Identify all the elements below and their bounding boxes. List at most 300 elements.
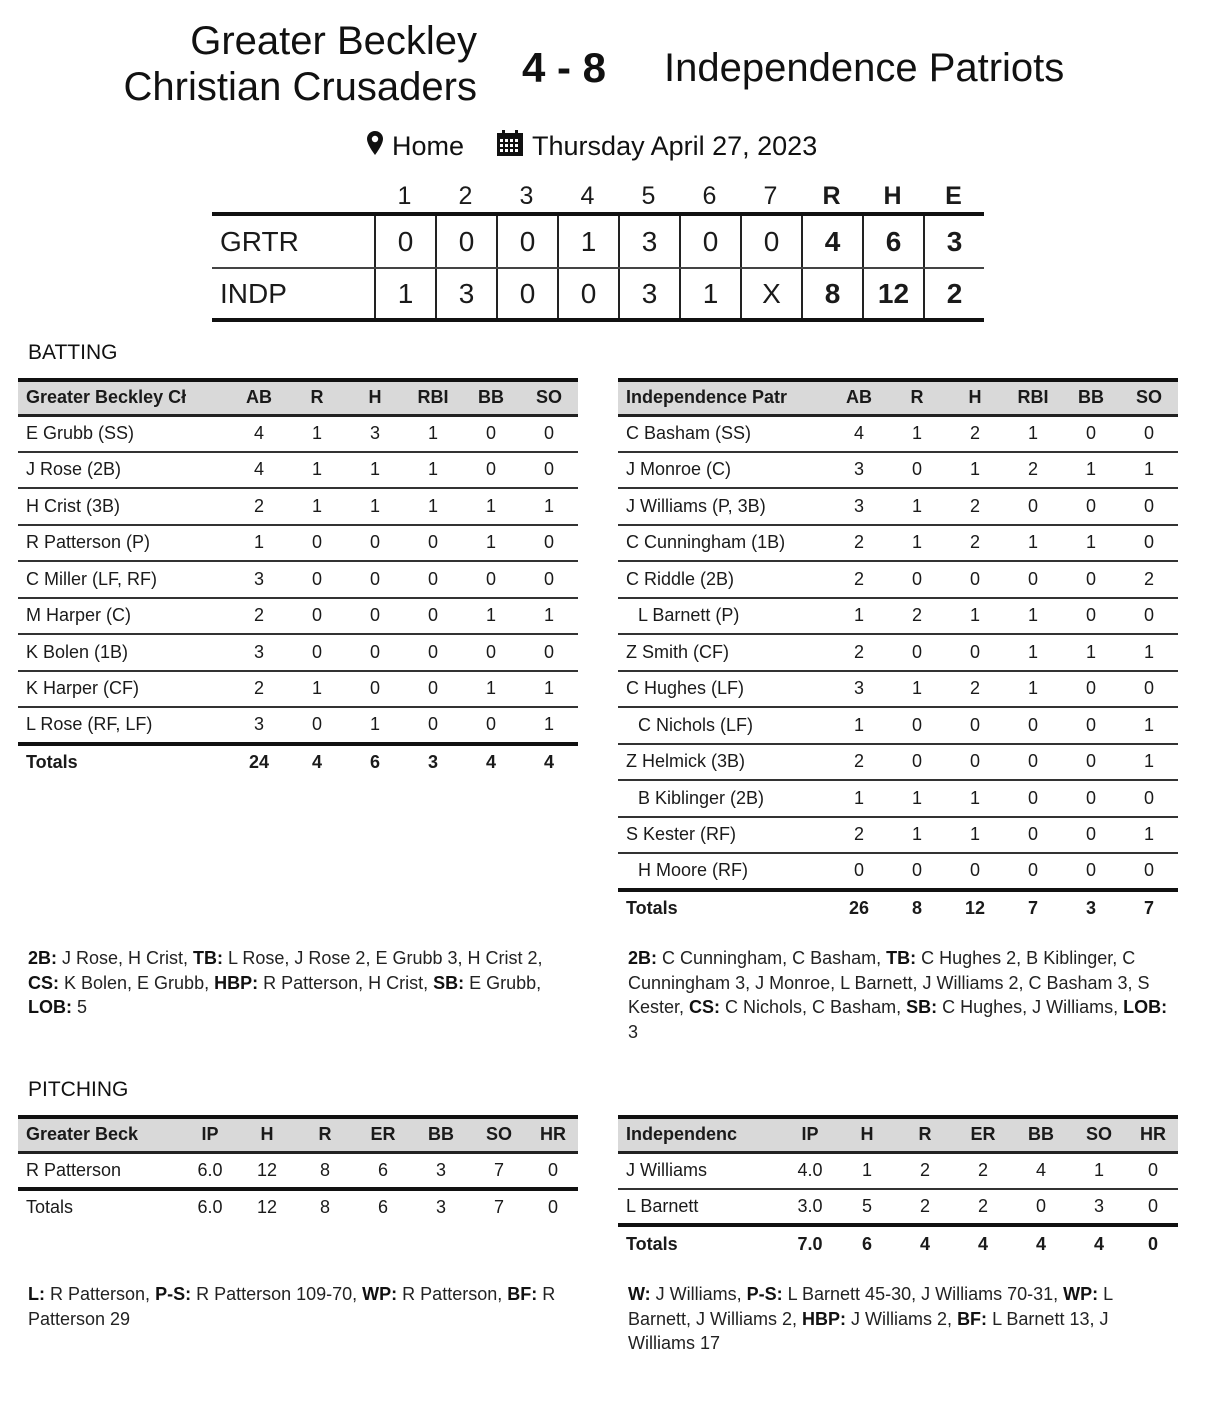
- note-label: 2B:: [628, 948, 658, 968]
- stat-cell: 1: [888, 525, 946, 562]
- stat-cell: 0: [830, 853, 888, 890]
- stat-cell: 0: [462, 415, 520, 452]
- table-row: [618, 1152, 1178, 1189]
- stat-cell: 0: [462, 452, 520, 489]
- stat-cell: 1: [1120, 452, 1178, 489]
- stat-cell: 3: [1070, 1189, 1128, 1226]
- stat-cell: 0: [404, 707, 462, 744]
- home-pitching-table: [18, 1115, 578, 1225]
- stat-cell: 1: [346, 452, 404, 489]
- stat-cell: 1: [230, 525, 288, 562]
- note-label: TB:: [193, 948, 224, 968]
- errors-total: 3: [923, 216, 984, 267]
- note-text: R Patterson, H Crist,: [258, 972, 434, 993]
- stat-cell: 2: [830, 817, 888, 854]
- note-text: C Nichols, C Basham,: [720, 997, 907, 1017]
- inning-score: 3: [618, 269, 679, 318]
- stat-cell: 4.0: [782, 1152, 838, 1189]
- total-cell: 26: [848, 898, 870, 919]
- stat-cell: 0: [404, 598, 462, 635]
- stat-cell: 1: [520, 488, 578, 525]
- note-text: R Patterson 29: [28, 1284, 556, 1329]
- player-name: M Harper (C): [18, 598, 230, 635]
- stat-cell: 1: [830, 780, 888, 817]
- pitching-section-label: PITCHING: [28, 1078, 129, 1101]
- player-name: C Miller (LF, RF): [18, 561, 230, 598]
- note-label: L:: [28, 1284, 45, 1304]
- total-cell: 4: [919, 1233, 930, 1254]
- player-name: R Patterson (P): [18, 525, 230, 562]
- player-name: C Cunningham (1B): [618, 525, 830, 562]
- total-cell: 8: [319, 1197, 330, 1218]
- total-cell: 0: [1147, 1233, 1158, 1254]
- stat-cell: 2: [830, 744, 888, 781]
- inning-score: 0: [435, 216, 496, 267]
- stat-cell: 2: [830, 561, 888, 598]
- table-row: [18, 634, 578, 671]
- stat-cell: 12: [238, 1152, 296, 1189]
- linescore-body: [212, 212, 984, 322]
- linescore-team: INDP: [220, 277, 287, 309]
- note-text: C Hughes 2, B Kiblinger, C Cunningham 3, J Monroe, L Barnett, J Williams 2, C Basham 3, S Kester,: [628, 948, 1150, 1017]
- stat-cell: 4: [230, 452, 288, 489]
- stat-cell: 0: [946, 634, 1004, 671]
- stat-cell: 2: [830, 634, 888, 671]
- stat-column-header: ER: [954, 1117, 1012, 1152]
- stat-column-header: RBI: [404, 380, 462, 415]
- inning-score: X: [740, 269, 801, 318]
- away-team-name: Independence Patriots: [664, 46, 1065, 90]
- stat-cell: 0: [1062, 415, 1120, 452]
- totals-row: [618, 1225, 1178, 1262]
- note-label: CS:: [28, 972, 59, 993]
- inning-header: 4: [580, 181, 595, 210]
- hits-header: H: [883, 181, 902, 210]
- stat-cell: 1: [1004, 598, 1062, 635]
- note-label: LOB:: [28, 997, 72, 1017]
- totals-row: [18, 1189, 578, 1226]
- stat-cell: 0: [1004, 780, 1062, 817]
- note-text: E Grubb,: [464, 972, 542, 993]
- note-label: HBP:: [214, 972, 259, 993]
- stat-cell: 2: [1004, 452, 1062, 489]
- player-name: Z Helmick (3B): [618, 744, 830, 781]
- stat-cell: 0: [1120, 598, 1178, 635]
- table-row: [618, 634, 1178, 671]
- total-cell: 0: [547, 1197, 558, 1218]
- inning-score: 0: [496, 269, 557, 318]
- stat-cell: 1: [404, 452, 462, 489]
- stat-cell: 0: [462, 561, 520, 598]
- stat-cell: 1: [520, 707, 578, 744]
- table-row: [618, 598, 1178, 635]
- stat-column-header: SO: [1070, 1117, 1128, 1152]
- team-column-header: Independenc: [618, 1117, 782, 1152]
- inning-score: 0: [557, 269, 618, 318]
- errors-header: E: [945, 181, 962, 210]
- stat-cell: 0: [1062, 780, 1120, 817]
- linescore-team: GRTR: [220, 225, 299, 257]
- stat-cell: 0: [520, 525, 578, 562]
- hits-total: 12: [862, 269, 923, 318]
- stat-cell: 1: [946, 817, 1004, 854]
- note-text: C Hughes, J Williams,: [937, 997, 1124, 1017]
- stat-cell: 0: [520, 561, 578, 598]
- stat-cell: 6: [354, 1152, 412, 1189]
- stat-cell: 0: [1062, 488, 1120, 525]
- stat-cell: 3: [230, 707, 288, 744]
- stat-cell: 0: [1062, 598, 1120, 635]
- stat-column-header: ER: [354, 1117, 412, 1152]
- stat-cell: 1: [1004, 634, 1062, 671]
- note-label: TB:: [886, 948, 917, 968]
- total-cell: 6: [369, 752, 380, 773]
- stat-cell: 2: [946, 415, 1004, 452]
- stat-cell: 0: [1004, 853, 1062, 890]
- home-team-name-line2: Christian Crusaders: [123, 65, 477, 109]
- stat-cell: 1: [462, 488, 520, 525]
- stat-cell: 0: [1128, 1152, 1178, 1189]
- stat-cell: 0: [462, 707, 520, 744]
- stat-cell: 0: [888, 634, 946, 671]
- team-column-header: Greater Beckley Cł: [18, 380, 230, 415]
- stat-cell: 1: [830, 598, 888, 635]
- stat-cell: 0: [346, 525, 404, 562]
- linescore-row: [212, 216, 984, 267]
- stat-cell: 2: [230, 671, 288, 708]
- stat-column-header: IP: [782, 1117, 838, 1152]
- note-text: R Patterson,: [397, 1284, 508, 1304]
- stat-column-header: IP: [182, 1117, 238, 1152]
- stat-cell: 0: [1120, 671, 1178, 708]
- player-name: C Nichols (LF): [618, 707, 830, 744]
- stat-cell: 1: [838, 1152, 896, 1189]
- stat-cell: 6.0: [182, 1152, 238, 1189]
- total-cell: 7.0: [797, 1233, 823, 1254]
- stat-cell: 0: [288, 561, 346, 598]
- stat-cell: 3: [830, 671, 888, 708]
- note-text: L Barnett 13, J Williams 17: [628, 1308, 1109, 1353]
- game-date: Thursday April 27, 2023: [532, 130, 818, 161]
- totals-label: Totals: [26, 752, 78, 773]
- away-batting-notes: [628, 946, 1176, 1044]
- note-text: J Williams,: [650, 1284, 747, 1304]
- location-text: Home: [392, 130, 465, 161]
- stat-cell: 0: [404, 671, 462, 708]
- stat-cell: 2: [896, 1189, 954, 1226]
- stat-column-header: BB: [412, 1117, 470, 1152]
- table-row: [18, 671, 578, 708]
- inning-header: 7: [763, 181, 778, 210]
- total-cell: 4: [977, 1233, 988, 1254]
- stat-cell: 1: [1120, 707, 1178, 744]
- stat-cell: 0: [528, 1152, 578, 1189]
- stat-column-header: H: [346, 380, 404, 415]
- stat-column-header: SO: [1120, 380, 1178, 415]
- stat-cell: 1: [946, 598, 1004, 635]
- stat-cell: 1: [946, 780, 1004, 817]
- note-text: 3: [628, 1021, 639, 1042]
- stat-cell: 4: [1012, 1152, 1070, 1189]
- stat-cell: 0: [1120, 525, 1178, 562]
- totals-label: Totals: [626, 898, 678, 919]
- stat-cell: 0: [288, 598, 346, 635]
- stat-column-header: AB: [230, 380, 288, 415]
- note-text: L Barnett, J Williams 2,: [628, 1284, 1113, 1329]
- player-name: L Rose (RF, LF): [18, 707, 230, 744]
- stat-cell: 1: [462, 598, 520, 635]
- stat-cell: 1: [404, 488, 462, 525]
- stat-cell: 1: [462, 671, 520, 708]
- table-header-row: [18, 1117, 578, 1152]
- player-name: Z Smith (CF): [618, 634, 830, 671]
- totals-row: [618, 890, 1178, 927]
- stat-cell: 1: [520, 671, 578, 708]
- stat-cell: 4: [830, 415, 888, 452]
- home-batting-notes: [28, 946, 576, 1020]
- table-row: [618, 488, 1178, 525]
- stat-column-header: H: [946, 380, 1004, 415]
- table-row: [18, 561, 578, 598]
- player-name: B Kiblinger (2B): [618, 780, 830, 817]
- table-row: [618, 817, 1178, 854]
- note-text: L Rose, J Rose 2, E Grubb 3, H Crist 2,: [223, 948, 543, 968]
- total-cell: 4: [1093, 1233, 1104, 1254]
- stat-column-header: R: [288, 380, 346, 415]
- table-row: [618, 1189, 1178, 1226]
- totals-row: [18, 744, 578, 781]
- stat-cell: 0: [346, 561, 404, 598]
- game-header: [0, 0, 1205, 120]
- inning-score: 3: [618, 216, 679, 267]
- inning-header: 1: [397, 181, 412, 210]
- stat-cell: 1: [888, 488, 946, 525]
- inning-score: 0: [374, 216, 435, 267]
- stat-cell: 1: [1004, 671, 1062, 708]
- stat-cell: 8: [296, 1152, 354, 1189]
- inning-score: 1: [557, 216, 618, 267]
- table-row: [618, 561, 1178, 598]
- stat-cell: 3: [346, 415, 404, 452]
- stat-cell: 1: [1120, 744, 1178, 781]
- table-row: [618, 853, 1178, 890]
- stat-cell: 1: [1004, 525, 1062, 562]
- stat-cell: 0: [404, 634, 462, 671]
- table-row: [618, 452, 1178, 489]
- inning-score: 1: [374, 269, 435, 318]
- stat-cell: 2: [954, 1152, 1012, 1189]
- total-cell: 12: [256, 1197, 278, 1218]
- total-cell: 3: [427, 752, 438, 773]
- note-label: WP:: [362, 1284, 398, 1304]
- stat-cell: 2: [896, 1152, 954, 1189]
- note-label: SB:: [433, 972, 465, 993]
- stat-cell: 3: [830, 488, 888, 525]
- note-text: 5: [72, 997, 88, 1017]
- stat-column-header: R: [896, 1117, 954, 1152]
- totals-label: Totals: [26, 1197, 74, 1218]
- stat-column-header: H: [238, 1117, 296, 1152]
- stat-cell: 5: [838, 1189, 896, 1226]
- stat-cell: 1: [1120, 817, 1178, 854]
- table-row: [618, 525, 1178, 562]
- stat-cell: 0: [1120, 853, 1178, 890]
- total-cell: 4: [543, 752, 554, 773]
- table-row: [18, 488, 578, 525]
- stat-cell: 1: [288, 671, 346, 708]
- game-meta: [366, 128, 817, 164]
- stat-cell: 2: [1120, 561, 1178, 598]
- inning-header: 6: [702, 181, 717, 210]
- stat-cell: 0: [288, 634, 346, 671]
- table-header-row: [18, 380, 578, 415]
- stat-cell: 1: [946, 452, 1004, 489]
- stat-cell: 3: [230, 561, 288, 598]
- table-header-row: [618, 1117, 1178, 1152]
- player-name: C Basham (SS): [618, 415, 830, 452]
- total-cell: 4: [311, 752, 322, 773]
- stat-column-header: RBI: [1004, 380, 1062, 415]
- stat-cell: 0: [1120, 780, 1178, 817]
- total-cell: 6: [377, 1197, 388, 1218]
- note-label: HBP:: [802, 1308, 847, 1329]
- table-row: [618, 780, 1178, 817]
- total-cell: 4: [1035, 1233, 1046, 1254]
- note-label: P-S:: [746, 1284, 783, 1304]
- stat-cell: 0: [946, 853, 1004, 890]
- player-name: J Williams: [618, 1152, 782, 1189]
- stat-cell: 2: [888, 598, 946, 635]
- stat-cell: 1: [288, 452, 346, 489]
- stat-cell: 3.0: [782, 1189, 838, 1226]
- total-cell: 4: [485, 752, 496, 773]
- table-row: [618, 744, 1178, 781]
- stat-cell: 0: [1128, 1189, 1178, 1226]
- stat-cell: 2: [954, 1189, 1012, 1226]
- player-name: J Rose (2B): [18, 452, 230, 489]
- stat-cell: 1: [830, 707, 888, 744]
- stat-cell: 0: [1062, 561, 1120, 598]
- stat-cell: 0: [946, 561, 1004, 598]
- inning-header: 5: [641, 181, 656, 210]
- away-batting-table: [618, 378, 1178, 926]
- runs-total: 8: [801, 269, 862, 318]
- total-cell: 6: [861, 1233, 872, 1254]
- total-cell: 7: [1027, 898, 1038, 919]
- stat-cell: 0: [288, 707, 346, 744]
- stat-cell: 2: [946, 488, 1004, 525]
- stat-cell: 0: [346, 598, 404, 635]
- stat-cell: 7: [470, 1152, 528, 1189]
- total-cell: 3: [1085, 898, 1096, 919]
- stat-cell: 0: [1062, 744, 1120, 781]
- note-label: BF:: [957, 1308, 988, 1329]
- stat-cell: 0: [1062, 671, 1120, 708]
- player-name: C Hughes (LF): [618, 671, 830, 708]
- stat-cell: 0: [462, 634, 520, 671]
- stat-cell: 0: [404, 561, 462, 598]
- linescore-header: [212, 180, 984, 212]
- stat-cell: 1: [888, 817, 946, 854]
- table-row: [18, 452, 578, 489]
- stat-cell: 0: [1004, 707, 1062, 744]
- team-column-header: Independence Patr: [618, 380, 830, 415]
- total-cell: 7: [1143, 898, 1154, 919]
- stat-column-header: SO: [470, 1117, 528, 1152]
- runs-total: 4: [801, 216, 862, 267]
- note-label: W:: [628, 1284, 651, 1304]
- team-column-header: Greater Beck: [18, 1117, 182, 1152]
- inning-score: 3: [435, 269, 496, 318]
- total-cell: 8: [911, 898, 922, 919]
- inning-score: 1: [679, 269, 740, 318]
- calendar-icon: [496, 129, 524, 164]
- player-name: R Patterson: [18, 1152, 182, 1189]
- stat-column-header: BB: [1012, 1117, 1070, 1152]
- home-batting-table: [18, 378, 578, 780]
- totals-label: Totals: [626, 1233, 678, 1254]
- player-name: E Grubb (SS): [18, 415, 230, 452]
- stat-cell: 0: [1120, 415, 1178, 452]
- stat-cell: 1: [1062, 452, 1120, 489]
- stat-cell: 2: [830, 525, 888, 562]
- note-label: P-S:: [155, 1284, 192, 1304]
- player-name: K Harper (CF): [18, 671, 230, 708]
- stat-cell: 1: [888, 415, 946, 452]
- note-label: 2B:: [28, 948, 58, 968]
- total-cell: 3: [435, 1197, 446, 1218]
- stat-cell: 0: [888, 744, 946, 781]
- stat-cell: 0: [1062, 817, 1120, 854]
- errors-total: 2: [923, 269, 984, 318]
- stat-cell: 4: [230, 415, 288, 452]
- note-text: K Bolen, E Grubb,: [59, 972, 215, 993]
- note-label: LOB:: [1123, 997, 1168, 1017]
- stat-column-header: R: [296, 1117, 354, 1152]
- hits-total: 6: [862, 216, 923, 267]
- player-name: S Kester (RF): [618, 817, 830, 854]
- stat-cell: 0: [946, 707, 1004, 744]
- stat-cell: 1: [288, 488, 346, 525]
- stat-cell: 0: [520, 452, 578, 489]
- stat-cell: 0: [946, 744, 1004, 781]
- note-text: J Williams 2,: [846, 1308, 958, 1329]
- stat-column-header: H: [838, 1117, 896, 1152]
- stat-cell: 0: [1004, 561, 1062, 598]
- stat-cell: 0: [888, 561, 946, 598]
- stat-cell: 2: [230, 598, 288, 635]
- location-pin-icon: [366, 130, 384, 163]
- total-cell: 24: [248, 752, 270, 773]
- stat-cell: 0: [1062, 707, 1120, 744]
- stat-column-header: HR: [1128, 1117, 1178, 1152]
- linescore: [212, 180, 984, 322]
- stat-cell: 3: [230, 634, 288, 671]
- note-text: R Patterson 109-70,: [191, 1284, 363, 1304]
- linescore-row: [212, 267, 984, 318]
- inning-score: 0: [496, 216, 557, 267]
- stat-cell: 0: [520, 634, 578, 671]
- stat-cell: 1: [462, 525, 520, 562]
- note-label: BF:: [507, 1284, 538, 1304]
- stat-cell: 2: [946, 671, 1004, 708]
- table-row: [18, 415, 578, 452]
- player-name: J Williams (P, 3B): [618, 488, 830, 525]
- table-row: [18, 1152, 578, 1189]
- note-text: C Cunningham, C Basham,: [657, 948, 887, 968]
- stat-cell: 3: [830, 452, 888, 489]
- stat-cell: 1: [1070, 1152, 1128, 1189]
